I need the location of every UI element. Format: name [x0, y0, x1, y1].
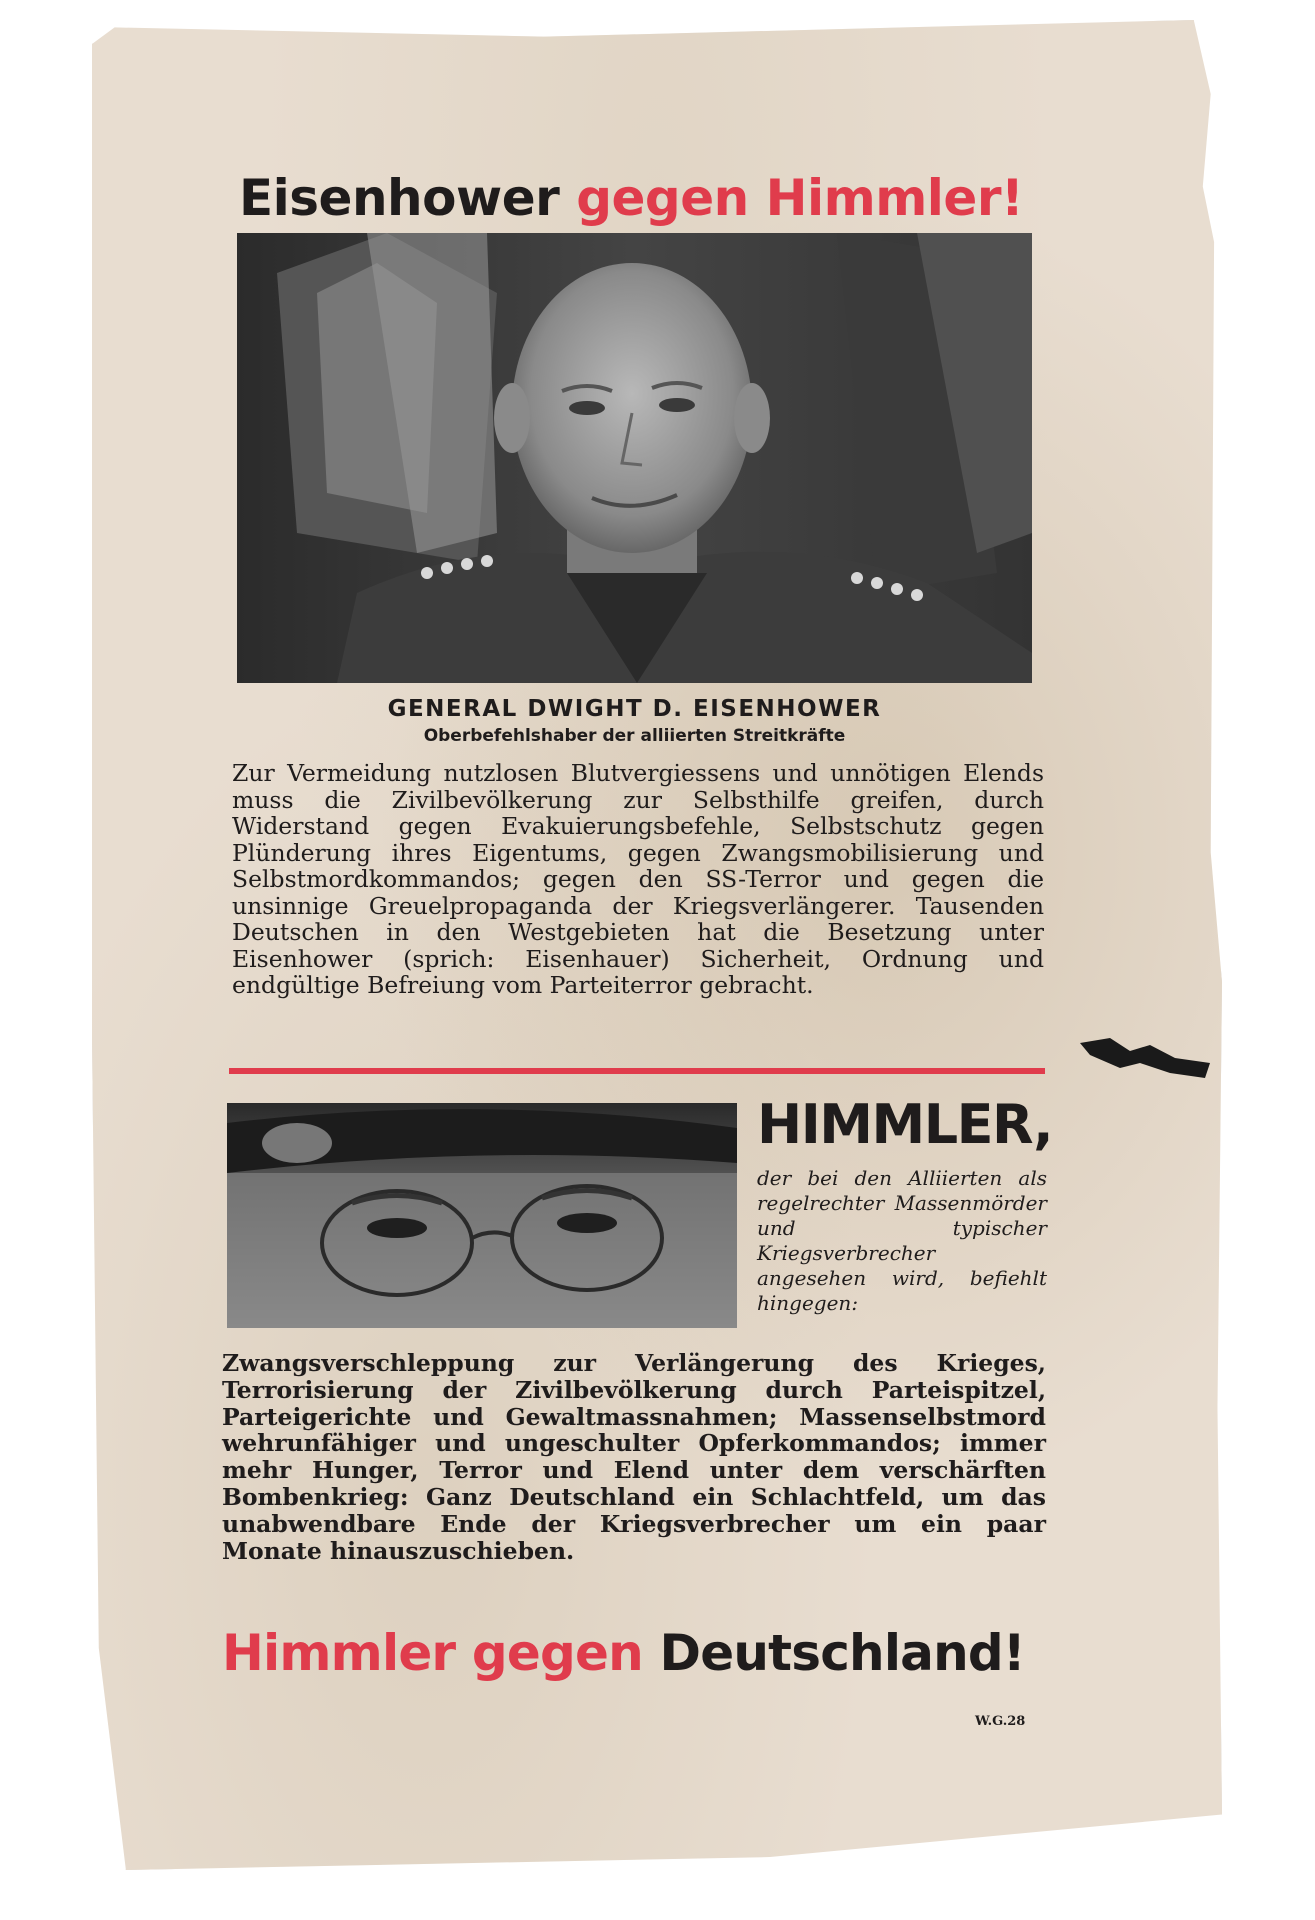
himmler-heading: HIMMLER, [757, 1093, 1053, 1156]
himmler-photo [227, 1103, 737, 1328]
headline-top-part1: Eisenhower [239, 169, 560, 227]
leaflet-code: W.G.28 [975, 1714, 1026, 1729]
red-divider-rule [229, 1068, 1045, 1074]
photo-caption-title: Oberbefehlshaber der alliierten Streitkräfte [423, 726, 846, 746]
eisenhower-photo [237, 233, 1032, 683]
eisenhower-portrait-illustration [237, 233, 1032, 683]
headline-top-part2: gegen Himmler! [576, 169, 1024, 227]
paragraph-bottom: Zwangsverschleppung zur Verlängerung des Krieges, Terrorisierung der Zivilbevölkerung durch Parteispitzel, Parteigerichte und Gewaltmassnahmen; Massenselbstmord wehrunfähiger und ungeschulter Opferkommandos; immer mehr Hunger, Terror und Elend unter dem verschärften Bombenkrieg: Ganz Deutschland ein Schlachtfeld, um das unabwendbare Ende der Kriegsverbrecher um ein paar Monate hinauszuschieben. [222, 1349, 1046, 1565]
himmler-eyes-illustration [227, 1103, 737, 1328]
headline-bottom [222, 1624, 1025, 1682]
paragraph-top: Zur Vermeidung nutzlosen Blutvergiessens und unnötigen Elends muss die Zivilbevölkerung zur Selbsthilfe greifen, durch Widerstand gegen Evakuierungsbefehle, Selbstschutz gegen Plünderung ihres Eigentums, gegen Zwangsmobilisierung und Selbstmordkommandos; gegen den SS-Terror und gegen die unsinnige Greuelpropaganda der Kriegsverlängerer. Tausenden Deutschen in den Westgebieten hat die Besetzung unter Eisenhower (sprich: Eisenhauer) Sicherheit, Ordnung und endgültige Befreiung vom Parteiterror gebracht. [232, 759, 1044, 999]
paper-tear [1080, 1033, 1210, 1088]
headline-bottom-part2: Deutschland! [659, 1624, 1025, 1682]
headline-top [239, 169, 1024, 227]
headline-bottom-part1: Himmler gegen [222, 1624, 643, 1682]
photo-caption-name: GENERAL DWIGHT D. EISENHOWER [387, 696, 882, 722]
himmler-side-text: der bei den Alliierten als regelrechter Massenmörder und typischer Kriegsverbrecher angesehen wird, befiehlt hingegen: [757, 1166, 1047, 1315]
